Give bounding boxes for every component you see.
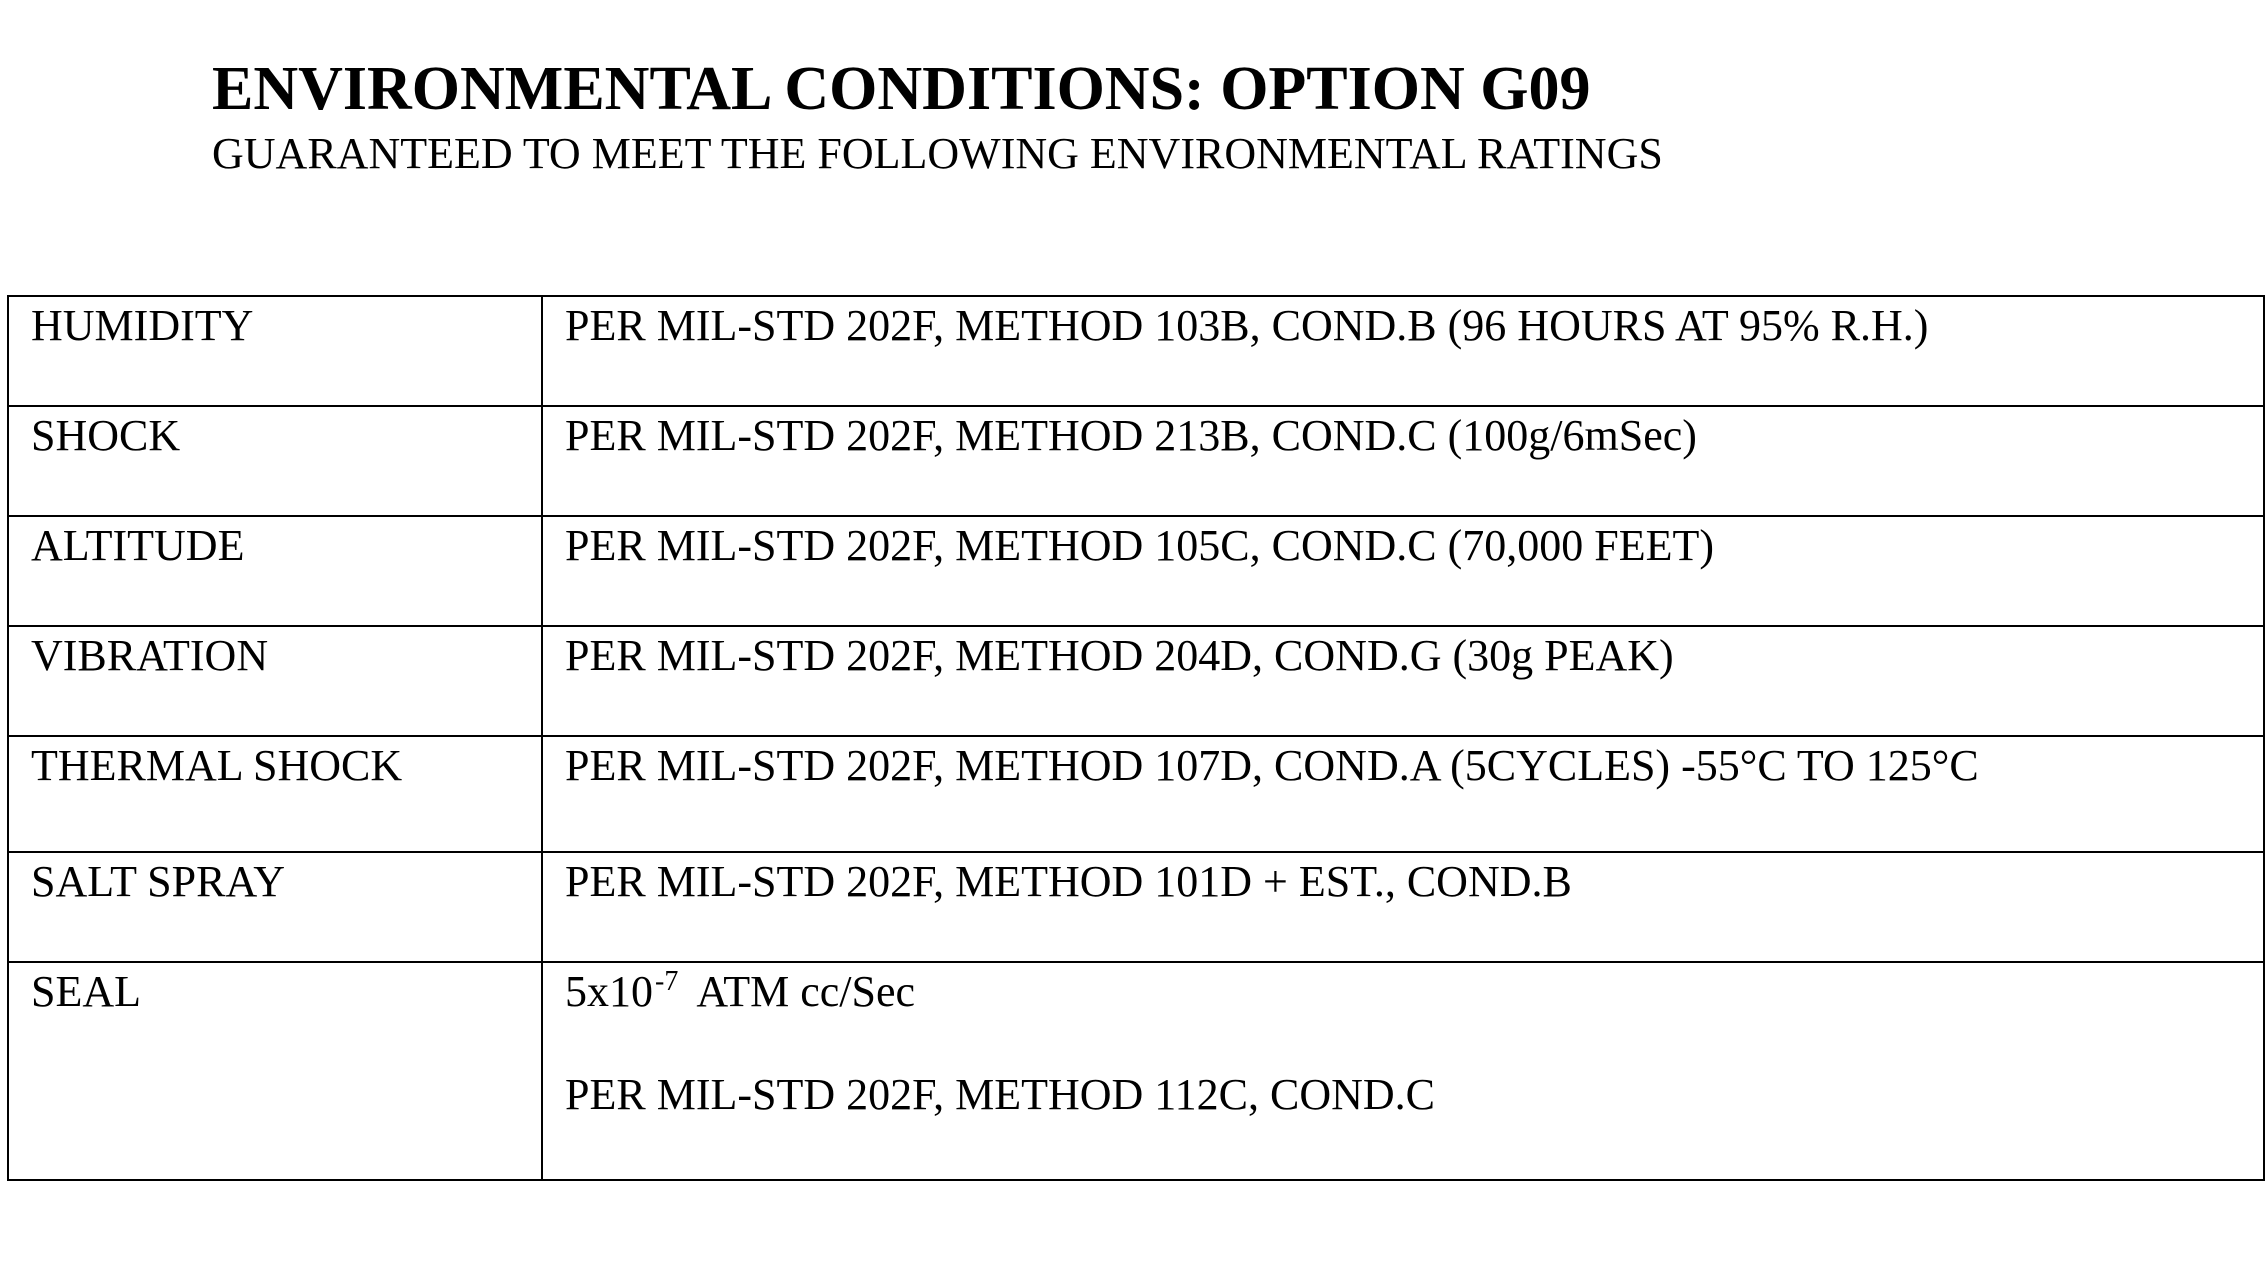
condition-value: PER MIL-STD 202F, METHOD 204D, COND.G (30g PEAK): [565, 631, 1674, 680]
condition-value: PER MIL-STD 202F, METHOD 213B, COND.C (100g/6mSec): [565, 411, 1697, 460]
document-title: ENVIRONMENTAL CONDITIONS: OPTION G09: [212, 55, 1591, 123]
condition-value-cell: [542, 736, 2264, 852]
condition-label-cell: [8, 962, 542, 1180]
condition-value-cell: [542, 406, 2264, 516]
condition-label-cell: [8, 516, 542, 626]
environmental-ratings-table: [7, 295, 2265, 1181]
table-row-salt-spray: [8, 852, 2264, 962]
condition-label: VIBRATION: [31, 631, 269, 680]
table-row-humidity: [8, 296, 2264, 406]
seal-rate-base: 5x10: [565, 967, 653, 1016]
condition-label-cell: [8, 296, 542, 406]
seal-rate-exponent: -7: [655, 966, 679, 997]
condition-value: PER MIL-STD 202F, METHOD 103B, COND.B (96 HOURS AT 95% R.H.): [565, 301, 1929, 350]
condition-label-cell: [8, 852, 542, 962]
condition-label: SALT SPRAY: [31, 857, 285, 906]
condition-label: THERMAL SHOCK: [31, 741, 403, 790]
condition-label: SEAL: [31, 967, 141, 1016]
condition-label-cell: [8, 406, 542, 516]
table-row-altitude: [8, 516, 2264, 626]
condition-label-cell: [8, 626, 542, 736]
table-row-vibration: [8, 626, 2264, 736]
table-row-shock: [8, 406, 2264, 516]
condition-value: PER MIL-STD 202F, METHOD 105C, COND.C (70,000 FEET): [565, 521, 1715, 570]
condition-label-cell: [8, 736, 542, 852]
table-row-thermal-shock: [8, 736, 2264, 852]
condition-label: SHOCK: [31, 411, 181, 460]
table-row-seal: [8, 962, 2264, 1180]
condition-value-cell: [542, 852, 2264, 962]
condition-value-cell: [542, 962, 2264, 1180]
condition-label: ALTITUDE: [31, 521, 245, 570]
condition-value: PER MIL-STD 202F, METHOD 101D + EST., COND.B: [565, 857, 1572, 906]
seal-method: PER MIL-STD 202F, METHOD 112C, COND.C: [565, 1069, 1436, 1119]
condition-value: PER MIL-STD 202F, METHOD 107D, COND.A (5CYCLES) -55°C TO 125°C: [565, 741, 1979, 790]
condition-value-cell: [542, 626, 2264, 736]
seal-rate-unit: ATM cc/Sec: [696, 967, 916, 1016]
document-subtitle: GUARANTEED TO MEET THE FOLLOWING ENVIRONMENTAL RATINGS: [212, 129, 1663, 178]
condition-value-cell: [542, 516, 2264, 626]
seal-leak-rate: [565, 967, 2263, 1018]
condition-value-cell: [542, 296, 2264, 406]
condition-label: HUMIDITY: [31, 301, 254, 350]
